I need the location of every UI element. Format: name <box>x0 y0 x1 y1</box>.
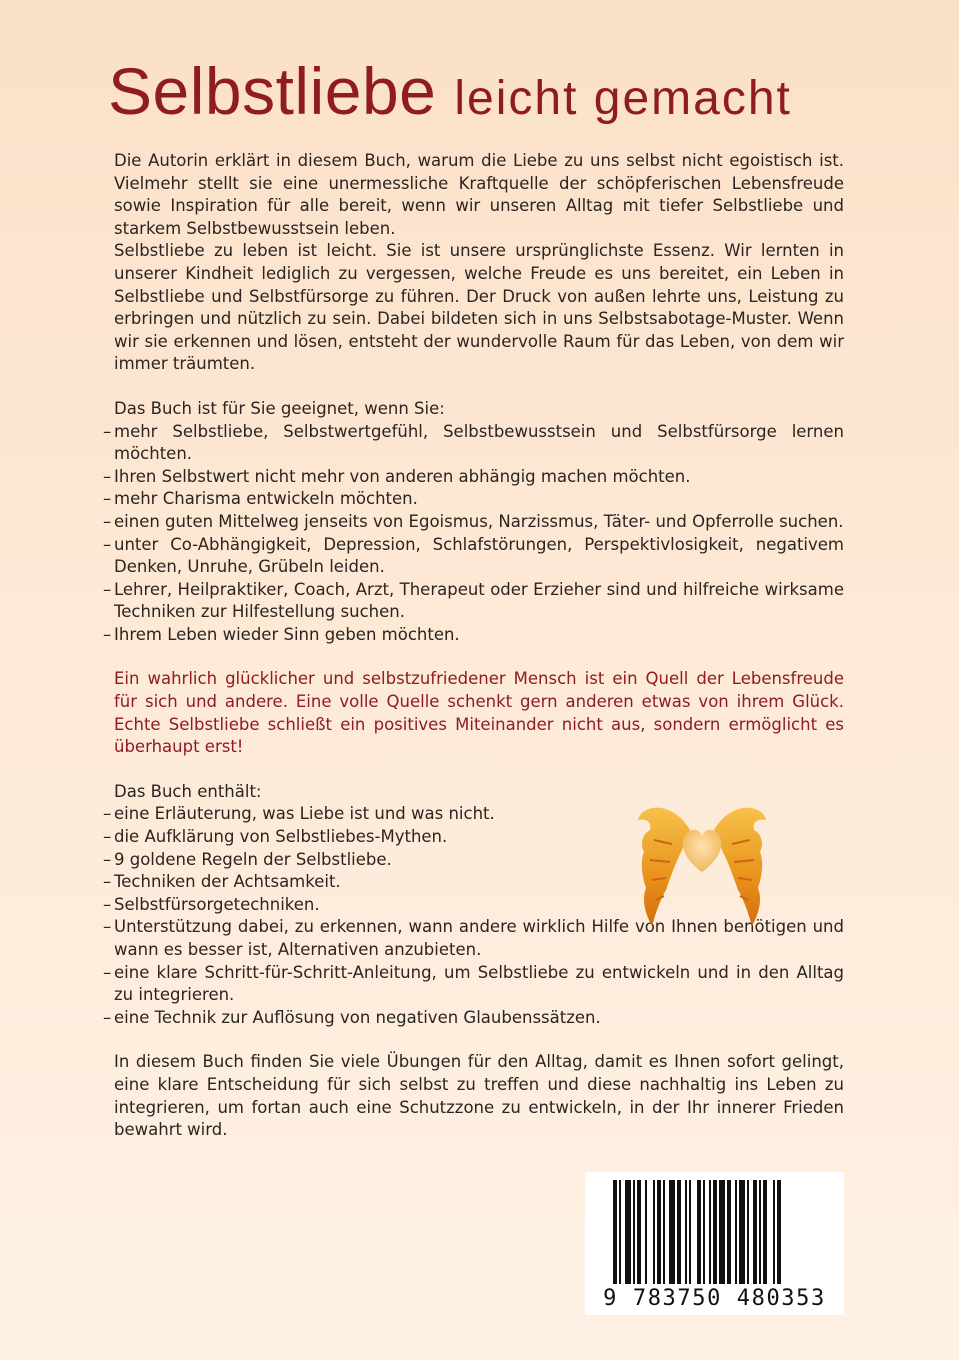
barcode-bar <box>773 1180 775 1284</box>
barcode-bar <box>763 1180 767 1284</box>
barcode-bar <box>657 1180 661 1284</box>
barcode-bar <box>735 1180 737 1284</box>
list-item: – Techniken der Achtsamkeit. <box>104 871 844 894</box>
list-item: – Lehrer, Heilpraktiker, Coach, Arzt, Therapeut oder Erzieher sind und hilfreiche wirksame Techniken zur Hilfestellung suchen. <box>104 579 844 624</box>
barcode-bar <box>697 1180 701 1284</box>
list-item: – die Aufklärung von Selbstliebes-Mythen. <box>104 826 844 849</box>
intro-paragraph-1: Die Autorin erklärt in diesem Buch, warum die Liebe zu uns selbst nicht egoistisch ist. Vielmehr stellt sie eine unermessliche Kraftquelle der schöpferischen Lebensfreude sowie Inspiration für alle bereit, wenn wir unseren Alltag mit tiefer Selbstliebe und starkem Selbstbewusstsein leben. <box>114 151 844 238</box>
list-item: – Ihrem Leben wieder Sinn geben möchten. <box>104 624 844 647</box>
list-item: – Ihren Selbstwert nicht mehr von anderen abhängig machen möchten. <box>104 466 844 489</box>
suitable-list <box>114 421 844 647</box>
list-item: – eine Erläuterung, was Liebe ist und was nicht. <box>104 803 844 826</box>
barcode-bar <box>703 1180 705 1284</box>
suitable-heading: Das Buch ist für Sie geeignet, wenn Sie: <box>114 398 445 418</box>
barcode-bar <box>739 1180 745 1284</box>
barcode-bar <box>713 1180 717 1284</box>
barcode-bar <box>619 1180 621 1284</box>
barcode-bar <box>689 1180 691 1284</box>
highlight-quote: Ein wahrlich glücklicher und selbstzufriedener Mensch ist ein Quell der Lebensfreude für sich und andere. Eine volle Quelle schenkt gern anderen etwas von ihrem Glück. Echte Selbstliebe schließt ein positives Miteinander nicht aus, sondern ermöglicht es überhaupt erst! <box>114 669 844 757</box>
barcode-bar <box>759 1180 761 1284</box>
list-item: – eine klare Schritt-für-Schritt-Anleitung, um Selbstliebe zu entwickeln und in den Alltag zu integrieren. <box>104 962 844 1007</box>
barcode-bar <box>633 1180 635 1284</box>
barcode-bar <box>677 1180 681 1284</box>
barcode-bar <box>613 1180 617 1284</box>
barcode-bar <box>777 1180 781 1284</box>
winged-heart-icon <box>632 800 772 930</box>
list-item: – mehr Charisma entwickeln möchten. <box>104 488 844 511</box>
barcode-bar <box>653 1180 655 1284</box>
list-item: – eine Technik zur Auflösung von negativen Glaubenssätzen. <box>104 1007 844 1030</box>
list-item: – Selbstfürsorgetechniken. <box>104 894 844 917</box>
back-cover-text <box>114 150 844 1142</box>
barcode-bar <box>663 1180 665 1284</box>
barcode-bar <box>637 1180 641 1284</box>
barcode-bar <box>747 1180 749 1284</box>
title-main: Selbstliebe <box>108 54 437 128</box>
title-sub: leicht gemacht <box>454 72 792 125</box>
barcode-bar <box>727 1180 731 1284</box>
barcode-bar <box>685 1180 687 1284</box>
barcode-bar <box>625 1180 631 1284</box>
list-item: – 9 goldene Regeln der Selbstliebe. <box>104 849 844 872</box>
isbn-digits: 9 783750 480353 <box>603 1286 826 1311</box>
barcode-bar <box>709 1180 711 1284</box>
barcode-bar <box>719 1180 725 1284</box>
barcode-bar <box>669 1180 675 1284</box>
isbn-barcode <box>585 1172 844 1315</box>
book-title <box>108 54 868 128</box>
contents-heading: Das Buch enthält: <box>114 781 262 801</box>
list-item: – Unterstützung dabei, zu erkennen, wann andere wirklich Hilfe von Ihnen benötigen und wann es besser ist, Alternativen anzubieten. <box>104 916 844 961</box>
barcode-bar <box>645 1180 647 1284</box>
closing-paragraph: In diesem Buch finden Sie viele Übungen für den Alltag, damit es Ihnen sofort gelingt, eine klare Entscheidung für sich selbst zu treffen und diese nachhaltig ins Leben zu integrieren, um fortan auch eine Schutzzone zu entwickeln, in der Ihr innerer Frieden bewahrt wird. <box>114 1052 844 1140</box>
list-item: – mehr Selbstliebe, Selbstwertgefühl, Selbstbewusstsein und Selbstfürsorge lernen möchten. <box>104 421 844 466</box>
intro-paragraph-2: Selbstliebe zu leben ist leicht. Sie ist unsere ursprünglichste Essenz. Wir lernten in unserer Kindheit lediglich zu vergessen, welche Freude es uns bereitet, ein Leben in Selbstliebe und Selbstfürsorge zu führen. Der Druck von außen lehrte uns, Leistung zu erbringen und nützlich zu sein. Dabei bildeten sich in uns Selbstsabotage-Muster. Wenn wir sie erkennen und lösen, entsteht der wundervolle Raum für das Leben, von dem wir immer träumten. <box>114 241 844 374</box>
list-item: – unter Co-Abhängigkeit, Depression, Schlafstörungen, Perspektivlosigkeit, negativem Denken, Unruhe, Grübeln leiden. <box>104 534 844 579</box>
barcode-bar <box>753 1180 757 1284</box>
list-item: – einen guten Mittelweg jenseits von Egoismus, Narzissmus, Täter- und Opferrolle suchen. <box>104 511 844 534</box>
